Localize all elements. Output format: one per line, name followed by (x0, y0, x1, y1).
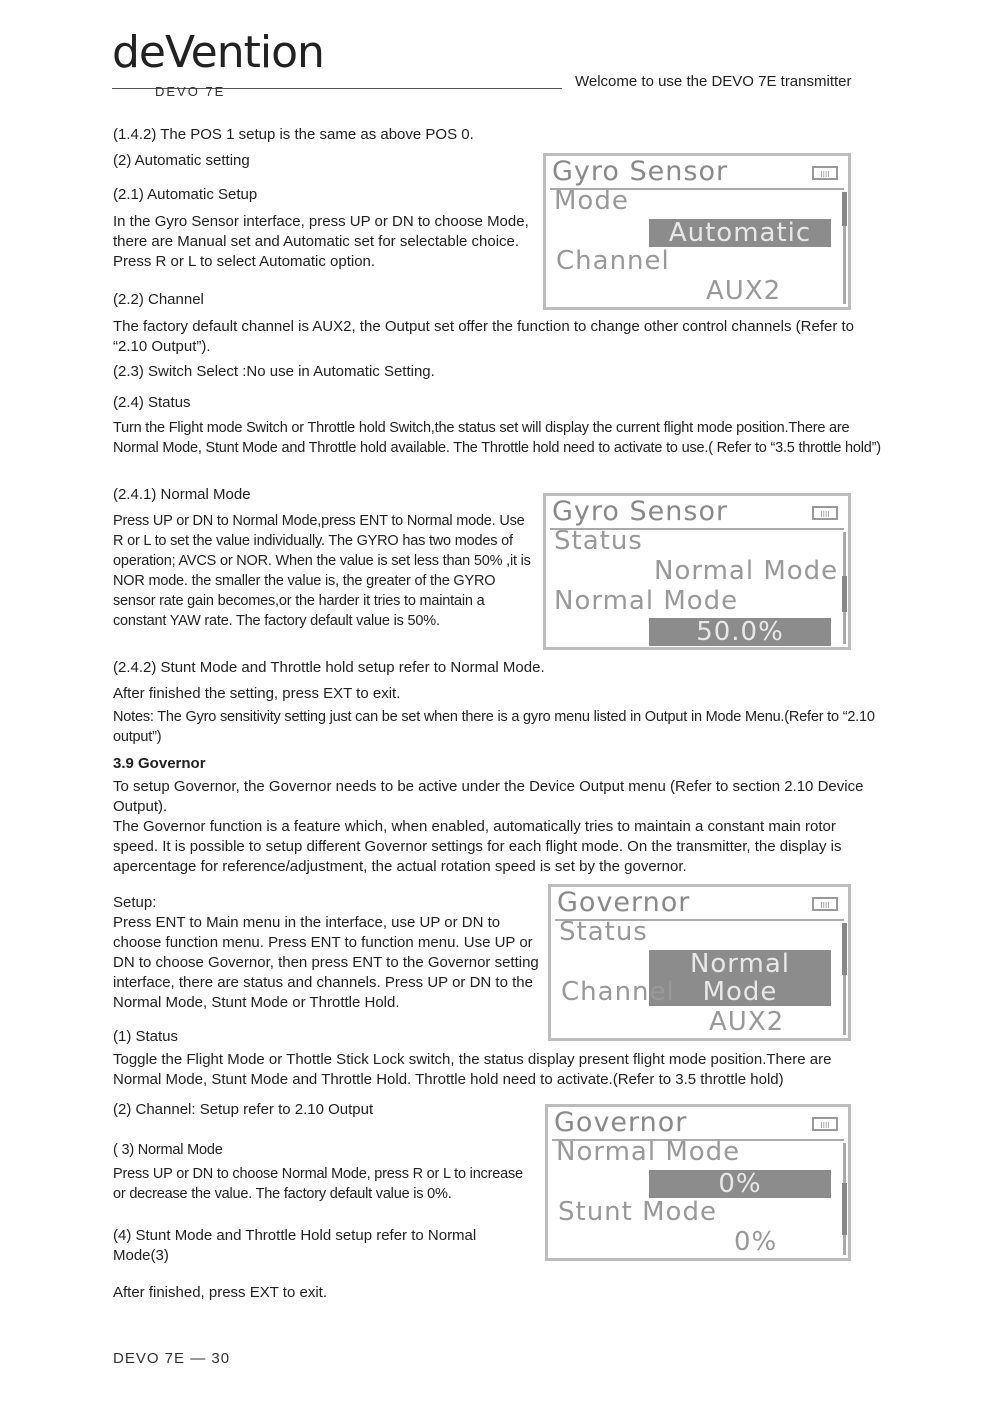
para-pos1: (1.4.2) The POS 1 setup is the same as above POS 0. (113, 126, 474, 143)
lcd-row-label: Stunt Mode (558, 1197, 717, 1227)
para-stunt-throttle-text: (4) Stunt Mode and Throttle Hold setup refer to Normal Mode(3) (113, 1227, 477, 1264)
scrollbar-thumb (842, 576, 847, 612)
para-channel-desc: The factory default channel is AUX2, the Output set offer the function to change other control channels (Refer to “2.10 Output”). (113, 318, 854, 355)
lcd-row-label: Mode (554, 186, 629, 216)
para-status-1: (1) Status (113, 1028, 179, 1045)
para-switch-select: (2.3) Switch Select :No use in Automatic Setting. (113, 363, 435, 380)
battery-icon: IIII (812, 1117, 838, 1131)
para-exit-2: After finished, press EXT to exit. (113, 1284, 327, 1301)
para-normal-mode-3-desc: Press UP or DN to choose Normal Mode, press R or L to increase or decrease the value. The factory default value is 0%. (113, 1166, 523, 1202)
lcd-row-label: Status (554, 526, 643, 556)
para-governor-desc: The Governor function is a feature which, when enabled, automatically tries to maintain a constant main rotor speed. It is possible to setup different Governor settings for each flight mode. On the transmitter, the display is apercentage for reference/adjustment, the actual rotation speed is set by the governor. (113, 818, 842, 875)
lcd-row-label: Normal Mode (556, 1137, 741, 1167)
lcd-governor-status (548, 884, 851, 1041)
para-exit: After finished the setting, press EXT to exit. (113, 685, 401, 702)
battery-icon: IIII (812, 506, 838, 520)
lcd-title: Governor (557, 887, 691, 918)
para-status-1-desc: Toggle the Flight Mode or Thottle Stick Lock switch, the status display present flight mode position.There are Normal Mode, Stunt Mode and Throttle Hold. Throttle hold need to activate.(Refer to 3.5 throttle hold) (113, 1051, 832, 1088)
para-status: (2.4) Status (113, 394, 191, 411)
lcd-title: Governor (554, 1107, 688, 1138)
lcd-row-value: AUX2 (706, 276, 782, 306)
para-normal-mode-desc: Press UP or DN to Normal Mode,press ENT to Normal mode. Use R or L to set the value individually. The GYRO has two modes of operation; AVCS or NOR. When the value is set less than 50% ,it is NOR mode. the smaller the value is, the greater of the GYRO sensor rate gain becomes,or the harder it tries to maintain a constant YAW rate. The factory default value is 50%. (113, 513, 531, 629)
lcd-gyro-automatic (543, 153, 851, 310)
lcd-title: Gyro Sensor (552, 156, 729, 187)
para-automatic-desc: In the Gyro Sensor interface, press UP or DN to choose Mode, there are Manual set and Automatic set for selectable choice. Press R or L to select Automatic option. (113, 213, 529, 270)
brand-logo: deVention (112, 27, 324, 78)
para-automatic-setting: (2) Automatic setting (113, 152, 250, 169)
model-label: DEVO 7E (155, 84, 226, 99)
battery-icon: IIII (812, 166, 838, 180)
para-setup-desc: Press ENT to Main menu in the interface, use UP or DN to choose function menu. Press ENT to function menu. Use UP or DN to choose Governor, then press ENT to the Governor setting interface, there are status and channels. Press UP or DN to the Normal Mode, Stunt Mode or Throttle Hold. (113, 914, 539, 1011)
welcome-text: Welcome to use the DEVO 7E transmitter (575, 73, 852, 90)
lcd-selected-value: Normal Mode (649, 950, 831, 1006)
lcd-row-label: Channel (556, 246, 670, 276)
para-status-desc: Turn the Flight mode Switch or Throttle hold Switch,the status set will display the current flight mode position.There are Normal Mode, Stunt Mode and Throttle hold available. The Throttle hold need to activate to use.( Refer to “3.5 throttle hold”) (113, 420, 881, 456)
lcd-row-value: Normal Mode (654, 556, 839, 586)
para-setup: Setup: (113, 894, 157, 911)
lcd-selected-value: 50.0% (649, 618, 831, 646)
lcd-governor-normal (545, 1104, 851, 1261)
para-normal-mode-3: ( 3) Normal Mode (113, 1142, 223, 1158)
para-channel: (2.2) Channel (113, 291, 204, 308)
lcd-row-label: Status (559, 917, 648, 947)
section-heading-governor: 3.9 Governor (113, 755, 206, 772)
lcd-row-value: 0% (734, 1227, 778, 1257)
para-governor-setup: To setup Governor, the Governor needs to be active under the Device Output menu (Refer to section 2.10 Device Output). (113, 778, 864, 815)
para-stunt-throttle (113, 1226, 513, 1266)
lcd-gyro-status (543, 493, 851, 650)
lcd-selected-value: Automatic (649, 219, 831, 247)
para-stunt-mode: (2.4.2) Stunt Mode and Throttle hold setup refer to Normal Mode. (113, 659, 545, 676)
para-automatic-setup: (2.1) Automatic Setup (113, 186, 258, 203)
scrollbar-thumb (842, 192, 847, 226)
lcd-selected-value: 0% (649, 1170, 831, 1198)
lcd-row-label: Channel (561, 977, 675, 1007)
scrollbar-thumb (842, 1183, 847, 1235)
para-notes: Notes: The Gyro sensitivity setting just can be set when there is a gyro menu listed in Output in Mode Menu.(Refer to “2.10 output”) (113, 709, 875, 745)
lcd-title: Gyro Sensor (552, 496, 729, 527)
lcd-row-value: AUX2 (709, 1007, 785, 1037)
scrollbar-thumb (842, 923, 847, 975)
para-channel-2: (2) Channel: Setup refer to 2.10 Output (113, 1101, 374, 1118)
page-footer: DEVO 7E — 30 (113, 1350, 231, 1367)
battery-icon: IIII (812, 897, 838, 911)
para-normal-mode: (2.4.1) Normal Mode (113, 486, 251, 503)
lcd-row-label: Normal Mode (554, 586, 739, 616)
